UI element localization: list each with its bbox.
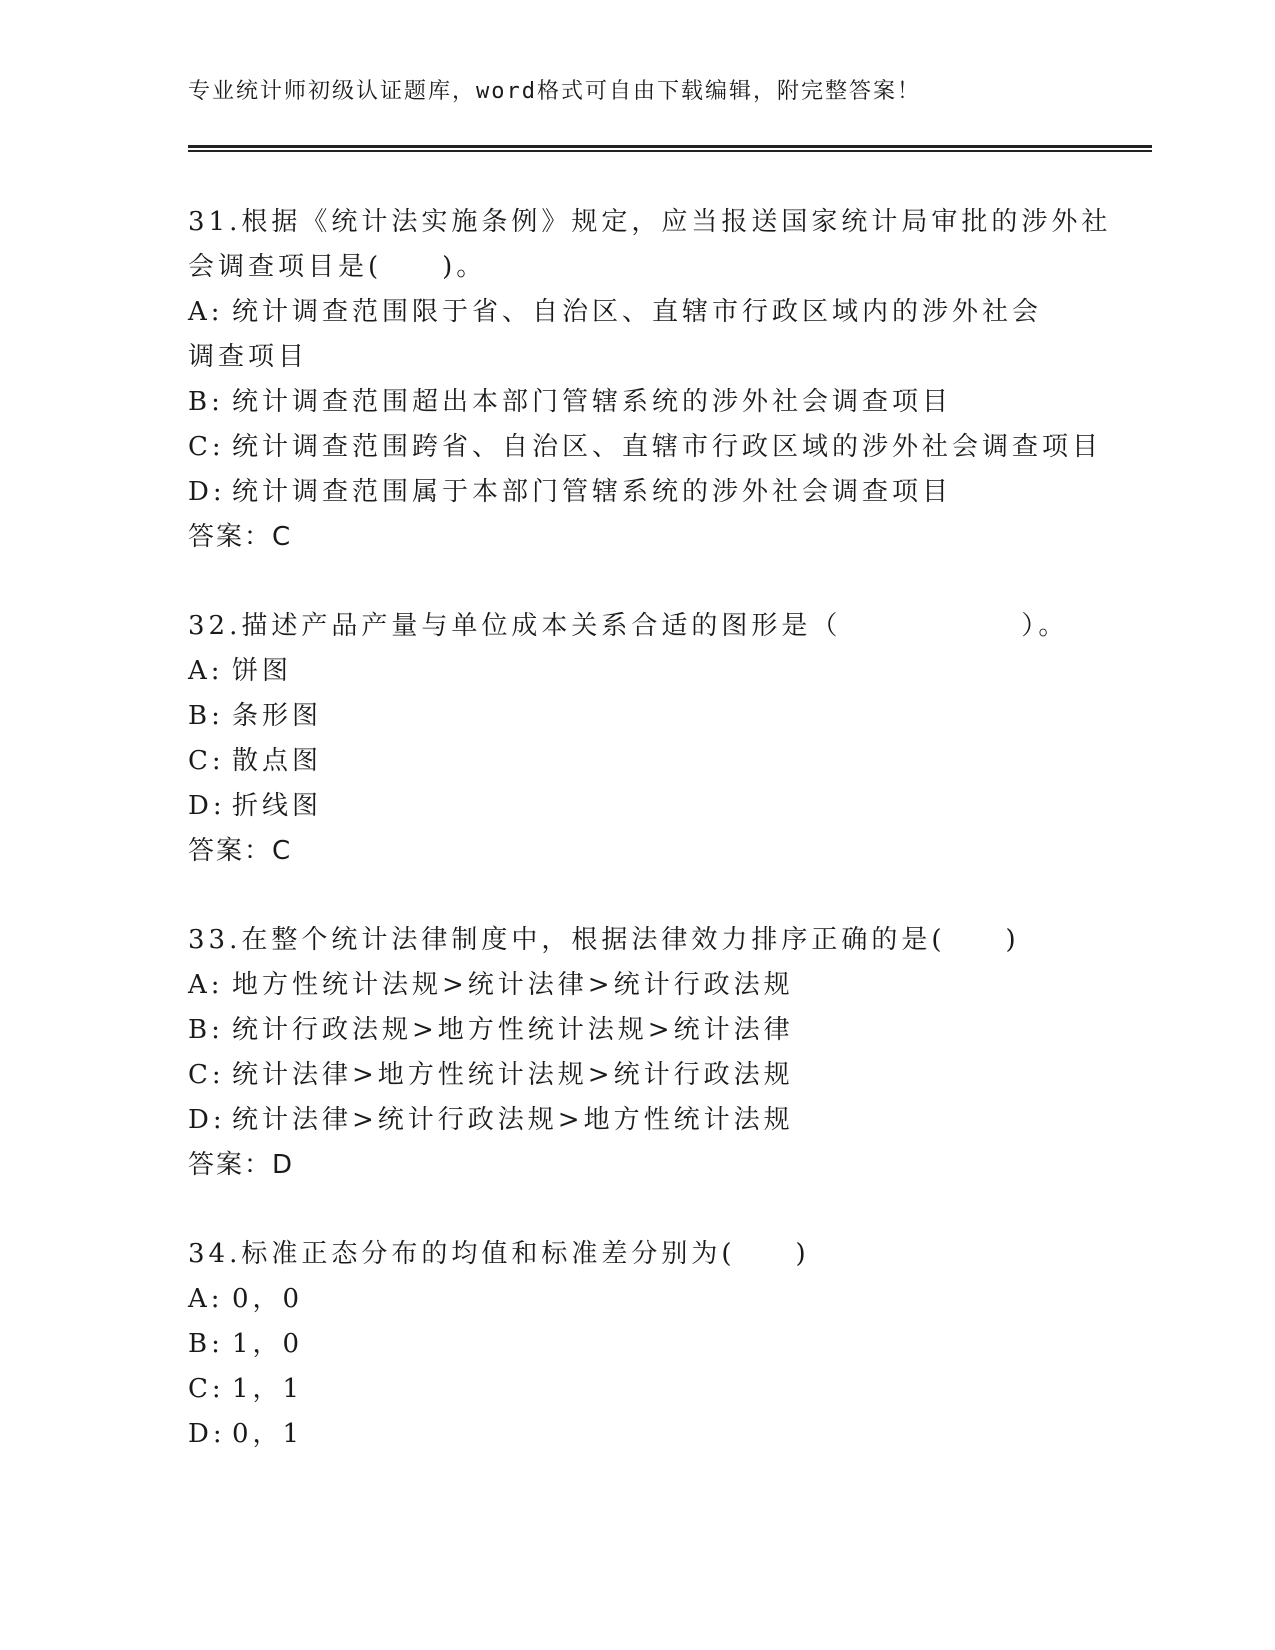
- question-stem-continued: 会调查项目是( )。: [188, 252, 487, 282]
- option-text: 统计法律>地方性统计法规>统计行政法规: [232, 1060, 794, 1090]
- option-key: D:: [188, 1419, 226, 1449]
- option-c: [188, 739, 1088, 784]
- answer: 答案：D: [188, 1150, 295, 1180]
- option-key: D:: [188, 477, 226, 507]
- option-a: [188, 290, 1068, 380]
- option-c: [188, 1367, 1088, 1412]
- option-a: [188, 649, 1088, 694]
- option-text: 饼图: [232, 656, 293, 686]
- option-key: A:: [188, 970, 224, 1000]
- option-text: 0，0: [232, 1284, 304, 1314]
- option-key: C:: [188, 432, 225, 462]
- question-list: [188, 200, 1112, 1501]
- option-text: 0，1: [232, 1419, 304, 1449]
- option-text: 条形图: [232, 701, 323, 731]
- option-c: [188, 1053, 1088, 1098]
- question-stem: 34.标准正态分布的均值和标准差分别为( ): [188, 1239, 810, 1269]
- question-33: [188, 918, 1088, 1188]
- question-stem: 32.描述产品产量与单位成本关系合适的图形是（ ）。: [188, 611, 1069, 641]
- option-text: 折线图: [232, 791, 323, 821]
- option-text: 散点图: [232, 746, 323, 776]
- answer: 答案：C: [188, 522, 293, 552]
- option-text: 统计行政法规>地方性统计法规>统计法律: [232, 1015, 794, 1045]
- option-a: [188, 963, 1088, 1008]
- option-key: B:: [188, 701, 224, 731]
- option-key: B:: [188, 1015, 224, 1045]
- option-key: A:: [188, 656, 224, 686]
- option-d: [188, 1098, 1088, 1143]
- header-rule: [188, 145, 1152, 148]
- header-rule-thin: [188, 150, 1152, 152]
- option-text: 统计法律>统计行政法规>地方性统计法规: [232, 1105, 794, 1135]
- option-c: [188, 425, 1103, 470]
- question-stem: 33.在整个统计法律制度中，根据法律效力排序正确的是( ): [188, 925, 1020, 955]
- option-key: B:: [188, 1329, 224, 1359]
- option-text: 统计调查范围超出本部门管辖系统的涉外社会调查项目: [232, 387, 953, 417]
- option-key: D:: [188, 1105, 226, 1135]
- option-text: 统计调查范围限于省、自治区、直辖市行政区域内的涉外社会调查项目: [188, 297, 1043, 372]
- question-32: [188, 604, 1088, 874]
- answer: 答案：C: [188, 836, 293, 866]
- option-d: [188, 1412, 1088, 1457]
- option-key: C:: [188, 746, 225, 776]
- page-header: 专业统计师初级认证题库，word格式可自由下载编辑，附完整答案！: [188, 79, 921, 104]
- question-31: [188, 200, 1112, 560]
- option-d: [188, 784, 1088, 829]
- option-text: 统计调查范围跨省、自治区、直辖市行政区域的涉外社会调查项目: [232, 432, 1103, 462]
- option-b: [188, 380, 1088, 425]
- option-text: 统计调查范围属于本部门管辖系统的涉外社会调查项目: [232, 477, 953, 507]
- option-text: 1，0: [232, 1329, 304, 1359]
- option-text: 1，1: [232, 1374, 304, 1404]
- option-text: 地方性统计法规>统计法律>统计行政法规: [232, 970, 794, 1000]
- option-a: [188, 1277, 1088, 1322]
- option-key: D:: [188, 791, 226, 821]
- question-stem: 31.根据《统计法实施条例》规定，应当报送国家统计局审批的涉外社: [188, 207, 1112, 237]
- option-b: [188, 694, 1088, 739]
- option-b: [188, 1008, 1088, 1053]
- option-key: A:: [188, 1284, 224, 1314]
- question-34: [188, 1232, 1088, 1457]
- option-b: [188, 1322, 1088, 1367]
- option-key: C:: [188, 1374, 225, 1404]
- option-key: A:: [188, 297, 224, 327]
- option-key: C:: [188, 1060, 225, 1090]
- option-d: [188, 470, 1088, 515]
- option-key: B:: [188, 387, 224, 417]
